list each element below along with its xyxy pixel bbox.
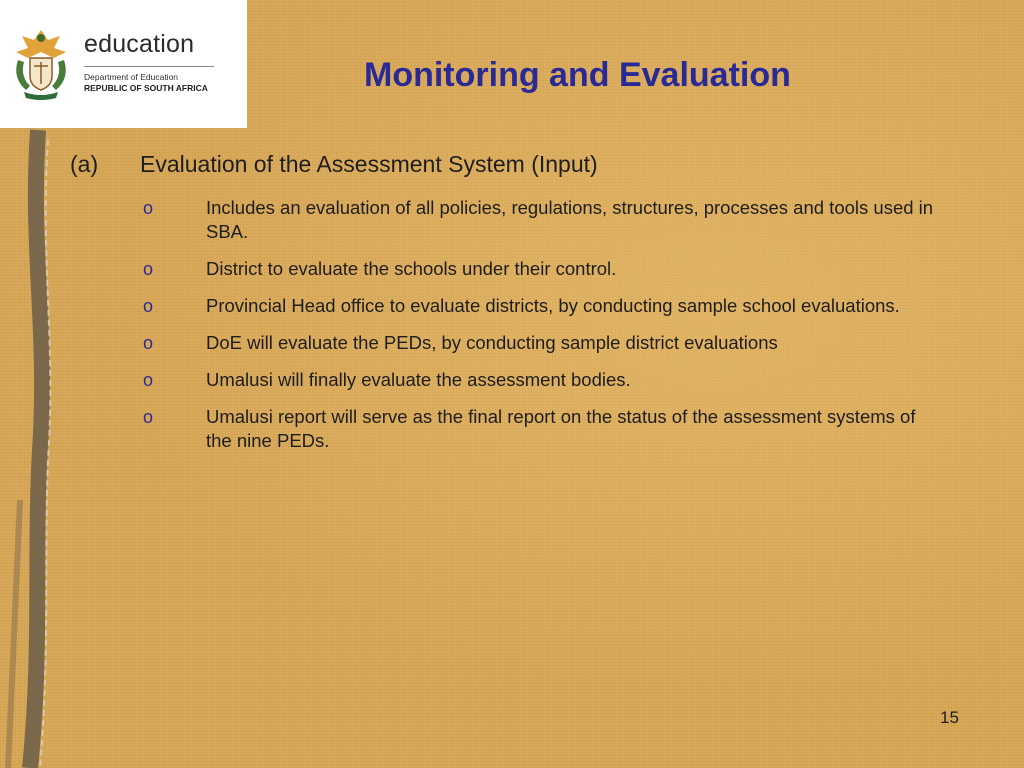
list-item (143, 294, 943, 318)
bullet-list (143, 196, 943, 466)
slide-title: Monitoring and Evaluation (364, 56, 791, 94)
logo-country: REPUBLIC OF SOUTH AFRICA (84, 83, 208, 93)
logo-department: Department of Education (84, 72, 179, 82)
list-item (143, 331, 943, 355)
section-heading-text: Evaluation of the Assessment System (Input) (140, 151, 598, 177)
bullet-icon: o (143, 407, 154, 427)
bullet-text: Includes an evaluation of all policies, regulations, structures, processes and tools used in SBA. (206, 197, 934, 242)
bullet-icon: o (143, 370, 154, 390)
bullet-text: Umalusi report will serve as the final report on the status of the assessment systems of the nine PEDs. (206, 406, 916, 451)
list-item (143, 257, 943, 281)
logo-divider (84, 66, 214, 67)
logo-wordmark: education (84, 30, 195, 58)
department-logo (0, 0, 247, 128)
bullet-text: District to evaluate the schools under their control. (206, 258, 617, 279)
page-number: 15 (940, 708, 959, 727)
coat-of-arms-icon (8, 26, 74, 102)
section-marker: (a) (70, 151, 99, 177)
list-item (143, 196, 943, 244)
bullet-icon: o (143, 259, 154, 279)
bullet-icon: o (143, 333, 154, 353)
bullet-text: Provincial Head office to evaluate districts, by conducting sample school evaluations. (206, 295, 900, 316)
bullet-icon: o (143, 296, 154, 316)
section-heading (70, 151, 598, 178)
list-item (143, 405, 943, 453)
bullet-icon: o (143, 198, 154, 218)
bullet-text: DoE will evaluate the PEDs, by conducting sample district evaluations (206, 332, 778, 353)
list-item (143, 368, 943, 392)
bullet-text: Umalusi will finally evaluate the assessment bodies. (206, 369, 631, 390)
